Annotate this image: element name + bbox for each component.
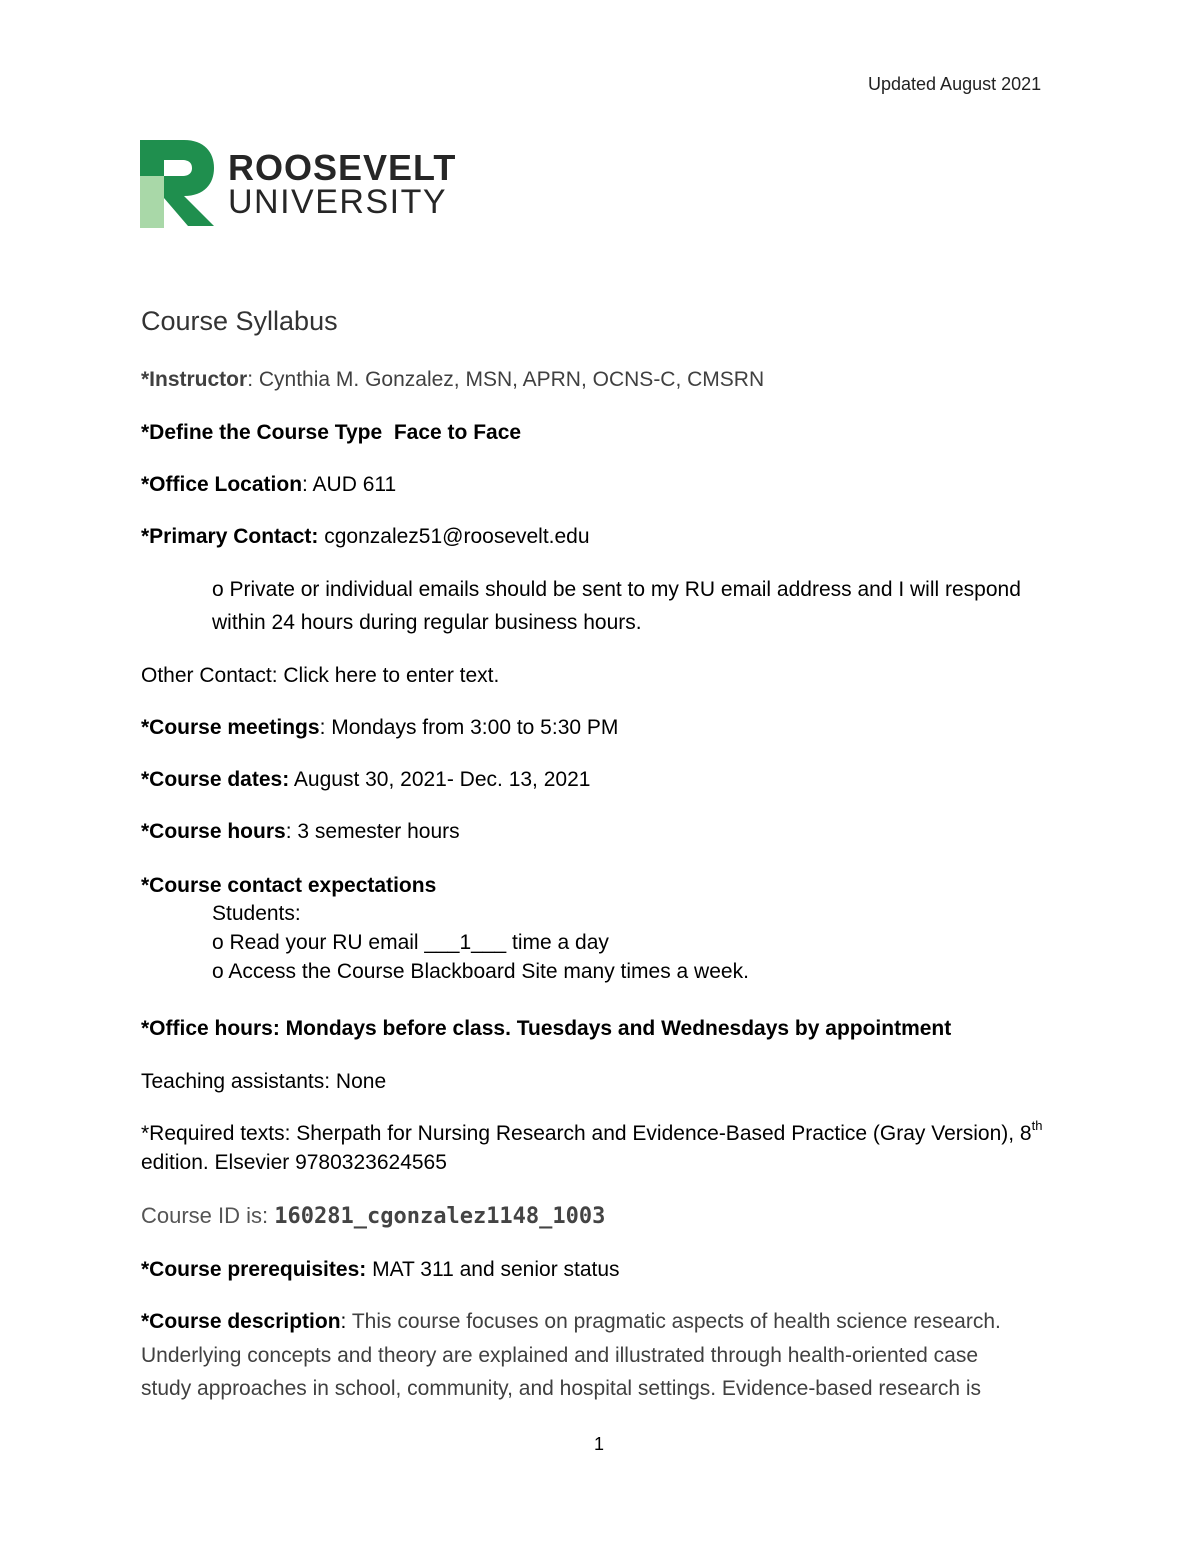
office-location-line: *Office Location: AUD 611 <box>141 473 397 496</box>
other-contact-field[interactable]: Other Contact: Click here to enter text. <box>141 664 500 687</box>
prerequisites-value: MAT 311 and senior status <box>366 1258 620 1281</box>
logo-wordmark-line1: ROOSEVELT <box>228 147 457 188</box>
dates-label: *Course dates <box>141 768 283 791</box>
primary-contact-line: *Primary Contact: cgonzalez51@roosevelt.edu <box>141 525 590 548</box>
course-id-value: 160281_cgonzalez1148_1003 <box>274 1204 606 1229</box>
description-line1: *Course description: This course focuses on pragmatic aspects of health science research. <box>141 1310 1001 1333</box>
teaching-assistants-line: Teaching assistants: None <box>141 1070 387 1093</box>
students-label: Students: <box>212 902 301 925</box>
prerequisites-label: *Course prerequisites: <box>141 1258 367 1281</box>
contact-expectations-heading: *Course contact expectations <box>141 874 437 897</box>
roosevelt-logo-mark <box>140 140 218 233</box>
hours-line: *Course hours: 3 semester hours <box>141 820 460 843</box>
course-type-value: Face to Face <box>393 421 522 444</box>
primary-contact-label: *Primary Contact <box>141 525 312 548</box>
course-id-label: Course ID is: <box>141 1203 275 1228</box>
hours-value: 3 semester hours <box>291 820 460 843</box>
page-number: 1 <box>594 1434 605 1454</box>
expectation-item-blackboard: o Access the Course Blackboard Site many times a week. <box>212 960 749 983</box>
description-line2: Underlying concepts and theory are explained and illustrated through health-oriented case <box>141 1344 979 1367</box>
required-texts-line2: edition. Elsevier 9780323624565 <box>141 1151 447 1174</box>
course-type-line <box>141 420 521 446</box>
description-line3: study approaches in school, community, and hospital settings. Evidence-based research is <box>141 1377 982 1400</box>
logo-wordmark-line2: UNIVERSITY <box>228 183 448 221</box>
updated-date: Updated August 2021 <box>868 74 1042 94</box>
dates-line: *Course dates: August 30, 2021- Dec. 13, 2021 <box>141 768 591 791</box>
meetings-line: *Course meetings: Mondays from 3:00 to 5:30 PM <box>141 716 619 739</box>
expectation-item-email: o Read your RU email ___1___ time a day <box>212 931 609 954</box>
primary-contact-email[interactable]: cgonzalez51@roosevelt.edu <box>318 525 590 548</box>
course-id-line <box>141 1203 605 1229</box>
office-hours-line: *Office hours: Mondays before class. Tuesdays and Wednesdays by appointment <box>141 1017 952 1040</box>
prerequisites-line <box>141 1257 620 1283</box>
description-label: *Course description <box>141 1310 341 1333</box>
course-type-label: *Define the Course Type <box>141 421 383 444</box>
email-note-line2: within 24 hours during regular business hours. <box>212 611 642 634</box>
instructor-label: *Instructor <box>141 368 248 391</box>
required-texts-line1: *Required texts: Sherpath for Nursing Research and Evidence-Based Practice (Gray Version), 8th <box>141 1118 1043 1145</box>
office-location-label: *Office Location <box>141 473 303 496</box>
instructor-line: *Instructor: Cynthia M. Gonzalez, MSN, APRN, OCNS-C, CMSRN <box>141 368 765 391</box>
email-note-line1: o Private or individual emails should be sent to my RU email address and I will respond <box>212 578 1021 601</box>
hours-label: *Course hours <box>141 820 286 843</box>
instructor-value: Cynthia M. Gonzalez, MSN, APRN, OCNS-C, CMSRN <box>253 368 765 391</box>
meetings-value: Mondays from 3:00 to 5:30 PM <box>325 716 619 739</box>
meetings-label: *Course meetings <box>141 716 320 739</box>
dates-value: August 30, 2021- Dec. 13, 2021 <box>289 768 591 791</box>
page-title: Course Syllabus <box>141 306 338 336</box>
office-location-value: AUD 611 <box>307 473 397 496</box>
